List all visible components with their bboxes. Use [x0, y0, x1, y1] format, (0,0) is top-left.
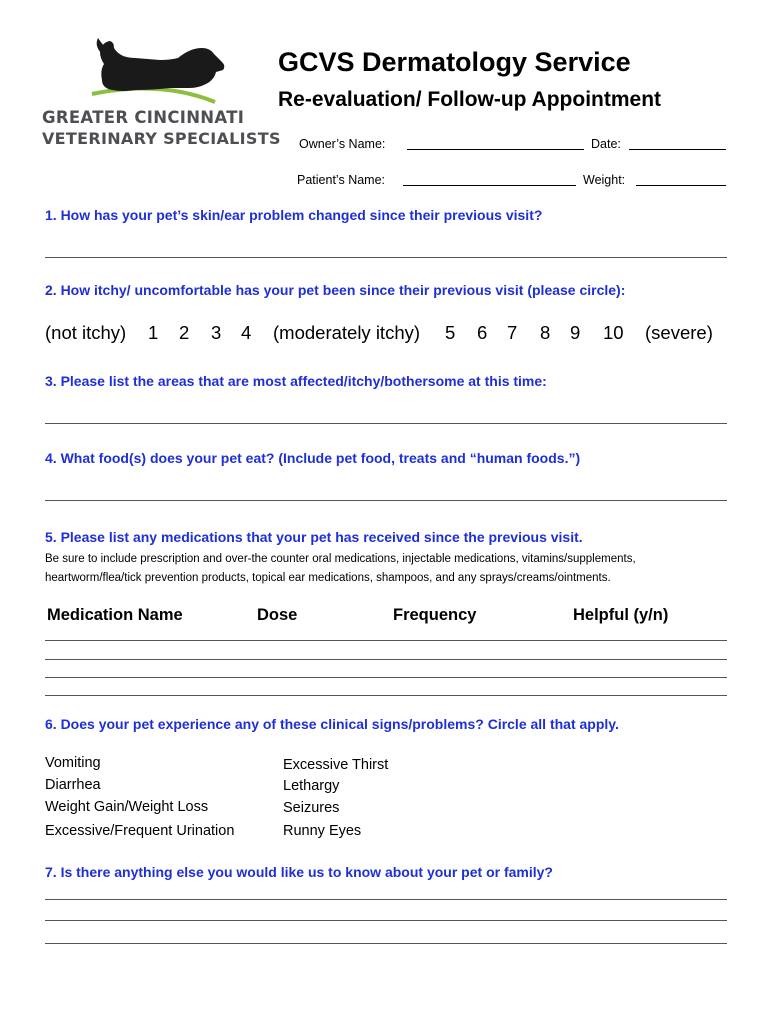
- answer-line[interactable]: [45, 423, 727, 424]
- itch-scale-option[interactable]: (not itchy): [45, 322, 127, 343]
- itch-scale-option[interactable]: 6: [477, 322, 488, 343]
- column-header-helpful: Helpful (y/n): [573, 606, 669, 624]
- answer-line[interactable]: [45, 943, 727, 944]
- answer-line[interactable]: [45, 899, 727, 900]
- clinical-sign-option[interactable]: Excessive/Frequent Urination: [45, 823, 235, 839]
- clinical-sign-option[interactable]: Weight Gain/Weight Loss: [45, 799, 209, 815]
- itch-scale: [45, 322, 727, 346]
- medication-row-line[interactable]: [45, 677, 727, 678]
- itch-scale-option[interactable]: 4: [241, 322, 252, 343]
- medication-row-line[interactable]: [45, 640, 727, 641]
- column-header-frequency: Frequency: [393, 606, 477, 624]
- medication-row-line[interactable]: [45, 695, 727, 696]
- answer-line[interactable]: [45, 257, 727, 258]
- patient-name-label: Patient’s Name:: [297, 173, 386, 187]
- question-2: 2. How itchy/ uncomfortable has your pet been since their previous visit (please circle):: [45, 282, 626, 298]
- column-header-medication-name: Medication Name: [47, 606, 183, 624]
- itch-scale-option[interactable]: 8: [540, 322, 551, 343]
- logo-line-1: GREATER CINCINNATI: [42, 108, 245, 127]
- clinical-sign-option[interactable]: Lethargy: [283, 778, 340, 794]
- date-label: Date:: [591, 137, 621, 151]
- itch-scale-option[interactable]: (severe): [645, 322, 713, 343]
- answer-line[interactable]: [45, 920, 727, 921]
- clinical-sign-option[interactable]: Seizures: [283, 800, 340, 816]
- clinical-sign-option[interactable]: Runny Eyes: [283, 823, 362, 839]
- column-header-dose: Dose: [257, 606, 298, 624]
- question-3: 3. Please list the areas that are most affected/itchy/bothersome at this time:: [45, 373, 547, 389]
- date-field[interactable]: [629, 137, 726, 150]
- itch-scale-option[interactable]: 3: [211, 322, 222, 343]
- itch-scale-option[interactable]: 9: [570, 322, 581, 343]
- gcvs-logo: [40, 36, 281, 151]
- clinical-sign-option[interactable]: Vomiting: [45, 755, 101, 771]
- clinical-sign-option[interactable]: Excessive Thirst: [283, 757, 389, 773]
- question-1: 1. How has your pet’s skin/ear problem changed since their previous visit?: [45, 207, 543, 223]
- logo-line-2: VETERINARY SPECIALISTS: [42, 129, 281, 148]
- weight-label: Weight:: [583, 173, 626, 187]
- itch-scale-option[interactable]: (moderately itchy): [273, 322, 421, 343]
- patient-name-field[interactable]: [403, 173, 576, 186]
- medication-row-line[interactable]: [45, 659, 727, 660]
- itch-scale-option[interactable]: 10: [603, 322, 624, 343]
- question-6: 6. Does your pet experience any of these clinical signs/problems? Circle all that apply.: [45, 716, 619, 732]
- medication-note-line-2: heartworm/flea/tick prevention products, topical ear medications, shampoos, and any sprays/creams/ointments.: [45, 572, 611, 584]
- itch-scale-option[interactable]: 5: [445, 322, 456, 343]
- itch-scale-option[interactable]: 1: [148, 322, 159, 343]
- itch-scale-option[interactable]: 2: [179, 322, 190, 343]
- question-5: 5. Please list any medications that your pet has received since the previous visit.: [45, 529, 583, 545]
- owner-name-field[interactable]: [407, 137, 584, 150]
- medication-note-line-1: Be sure to include prescription and over-the counter oral medications, injectable medications, vitamins/supplements,: [45, 553, 636, 565]
- clinical-sign-option[interactable]: Diarrhea: [45, 777, 101, 793]
- itch-scale-option[interactable]: 7: [507, 322, 518, 343]
- page-title: GCVS Dermatology Service: [278, 47, 631, 77]
- dog-silhouette-icon: [40, 36, 270, 111]
- question-7: 7. Is there anything else you would like us to know about your pet or family?: [45, 864, 553, 880]
- weight-field[interactable]: [636, 173, 726, 186]
- owner-name-label: Owner’s Name:: [299, 137, 386, 151]
- answer-line[interactable]: [45, 500, 727, 501]
- question-4: 4. What food(s) does your pet eat? (Include pet food, treats and “human foods.”): [45, 450, 581, 466]
- page-subtitle: Re-evaluation/ Follow-up Appointment: [278, 88, 662, 111]
